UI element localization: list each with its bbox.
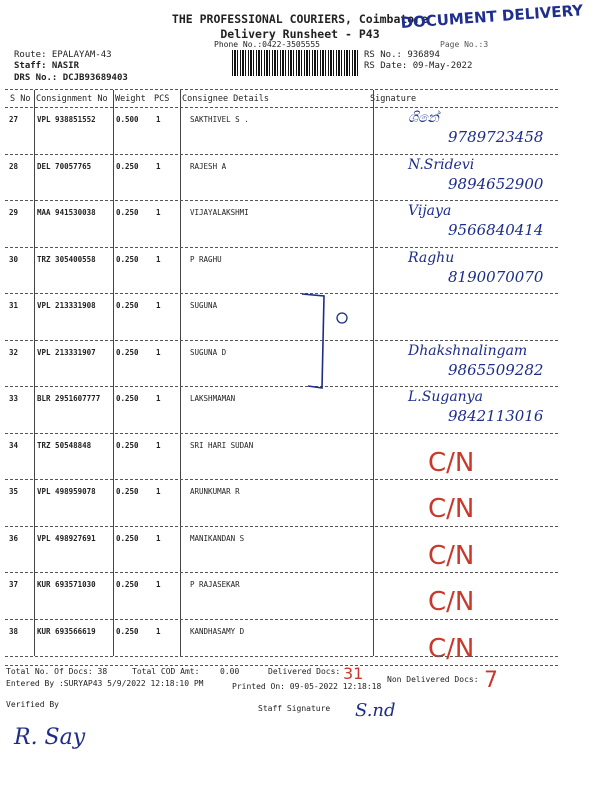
row-signature-phone: 9842113016 (448, 407, 544, 425)
row-weight: 0.250 (116, 626, 139, 636)
delivered-docs-label: Delivered Docs: (268, 667, 341, 676)
row-consignment-no: KUR 693571030 (37, 580, 96, 589)
non-delivered-value: 7 (484, 668, 498, 693)
row-divider (5, 340, 558, 341)
row-consignment-no: KUR 693566619 (37, 626, 96, 636)
row-consignee: P RAJASEKAR (190, 580, 240, 589)
row-divider (5, 479, 558, 480)
row-divider (5, 665, 558, 666)
row-weight: 0.250 (116, 208, 139, 217)
row-consignee: MANIKANDAN S (190, 533, 245, 543)
col-pcs: PCS (154, 94, 170, 104)
staff-signature: S.nd (355, 700, 396, 721)
total-cod-label: Total COD Amt: (132, 667, 200, 676)
row-sno: 38 (9, 626, 19, 636)
row-divider (5, 200, 558, 201)
row-weight: 0.250 (116, 254, 139, 264)
row-signature-cn: C/N (428, 633, 475, 664)
row-consignment-no: VPL 213331908 (37, 301, 96, 310)
rs-number: RS No.: 936894 (364, 50, 440, 60)
row-pcs: 1 (156, 347, 161, 357)
row-pcs: 1 (156, 161, 161, 171)
rs-date: RS Date: 09-May-2022 (364, 61, 473, 71)
printed-on: Printed On: 09-05-2022 12:18:18 (232, 682, 382, 691)
row-pcs: 1 (156, 115, 161, 124)
courier-title: THE PROFESSIONAL COURIERS, Coimbatore (171, 12, 429, 26)
delivered-docs-value: 31 (343, 664, 364, 683)
row-consignment-no: VPL 938851552 (37, 115, 96, 124)
row-sno: 35 (9, 487, 19, 496)
row-consignment-no: TRZ 50548848 (37, 440, 92, 450)
row-signature-name: N.Sridevi (408, 156, 475, 173)
row-sno: 28 (9, 161, 19, 171)
row-consignee: SRI HARI SUDAN (190, 440, 254, 450)
row-divider (5, 293, 558, 294)
entered-by: Entered By :SURYAP43 5/9/2022 12:18:10 PM (6, 679, 204, 688)
row-sno: 31 (9, 301, 19, 310)
row-consignment-no: VPL 498927691 (37, 533, 96, 543)
row-pcs: 1 (156, 626, 161, 636)
row-signature-cn: C/N (428, 587, 475, 617)
row-pcs: 1 (156, 394, 161, 403)
row-consignment-no: VPL 213331907 (37, 347, 96, 357)
row-weight: 0.250 (116, 440, 139, 450)
row-weight: 0.250 (116, 301, 139, 310)
total-cod-value: 0.00 (220, 667, 240, 676)
row-consignment-no: BLR 2951607777 (37, 394, 101, 403)
row-sno: 36 (9, 533, 19, 543)
row-sno: 32 (9, 347, 19, 357)
row-pcs: 1 (156, 208, 161, 217)
total-docs: Total No. Of Docs: 38 (6, 667, 108, 676)
runsheet-title: Delivery Runsheet - P43 (220, 27, 380, 41)
row-divider (5, 154, 558, 155)
verified-by-label: Verified By (6, 700, 59, 709)
row-signature-name: Raghu (408, 249, 455, 266)
row-consignment-no: TRZ 305400558 (37, 254, 96, 264)
row-consignee: SUGUNA D (190, 347, 227, 357)
row-consignee: LAKSHMAMAN (190, 394, 236, 403)
row-signature-cn: C/N (428, 494, 475, 524)
row-weight: 0.250 (116, 161, 139, 171)
drs-number: DRS No.: DCJB93689403 (14, 73, 128, 83)
row-signature-phone: 9566840414 (448, 221, 544, 239)
row-pcs: 1 (156, 533, 161, 543)
row-consignee: KANDHASAMY D (190, 626, 245, 636)
col-sno: S No (10, 94, 31, 104)
row-signature-phone: 9865509282 (448, 360, 544, 379)
row-consignee: RAJESH A (190, 161, 227, 171)
row-divider (5, 619, 558, 620)
row-pcs: 1 (156, 440, 161, 450)
page-number: Page No.:3 (440, 40, 489, 49)
row-signature-phone: 9894652900 (448, 174, 544, 193)
row-sno: 29 (9, 208, 19, 217)
phone-number: Phone No.:0422-3505555 (214, 40, 320, 49)
row-sno: 27 (9, 115, 19, 124)
staff: Staff: NASIR (14, 61, 80, 71)
row-consignment-no: DEL 70057765 (37, 161, 92, 171)
col-consignee: Consignee Details (182, 94, 269, 104)
row-divider (5, 386, 558, 387)
row-weight: 0.250 (116, 533, 139, 543)
row-consignee: ARUNKUMAR R (190, 487, 240, 496)
row-weight: 0.250 (116, 347, 139, 357)
verified-signature: R. Say (14, 725, 86, 750)
non-delivered-label: Non Delivered Docs: (387, 675, 479, 684)
row-signature-phone: 8190070070 (448, 267, 544, 286)
staff-signature-label: Staff Signature (258, 704, 331, 713)
row-pcs: 1 (156, 580, 161, 589)
barcode (232, 50, 360, 76)
row-pcs: 1 (156, 254, 161, 264)
row-signature-cn: C/N (428, 447, 475, 478)
bracket-mark (300, 292, 360, 392)
row-sno: 37 (9, 580, 19, 589)
row-consignment-no: VPL 498959078 (37, 487, 96, 496)
col-consignment: Consignment No (36, 94, 108, 104)
row-consignee: SAKTHIVEL S . (190, 115, 249, 124)
row-consignee: VIJAYALAKSHMI (190, 208, 249, 217)
row-signature-cn: C/N (428, 540, 475, 571)
document-delivery-stamp: DOCUMENT DELIVERY (400, 1, 584, 32)
row-divider (5, 247, 558, 248)
row-sno: 33 (9, 394, 19, 403)
row-signature-name: Dhakshnalingam (408, 342, 528, 359)
row-consignee: P RAGHU (190, 254, 222, 264)
row-divider (5, 433, 558, 434)
row-consignee: SUGUNA (190, 301, 218, 310)
row-consignment-no: MAA 941530038 (37, 208, 96, 217)
row-divider (5, 526, 558, 527)
row-sno: 34 (9, 440, 19, 450)
row-signature-phone: 9789723458 (448, 128, 544, 146)
row-signature-name: Vijaya (408, 203, 452, 219)
row-weight: 0.500 (116, 115, 139, 124)
row-weight: 0.250 (116, 487, 139, 496)
row-weight: 0.250 (116, 394, 139, 403)
col-signature: Signature (370, 94, 417, 104)
row-weight: 0.250 (116, 580, 139, 589)
row-sno: 30 (9, 254, 19, 264)
route: Route: EPALAYAM-43 (14, 50, 112, 60)
row-signature-name: L.Suganya (408, 389, 483, 405)
row-pcs: 1 (156, 487, 161, 496)
row-signature-name: ශිනේ (408, 110, 439, 126)
row-divider (5, 572, 558, 573)
col-weight: Weight (115, 94, 146, 104)
row-pcs: 1 (156, 301, 161, 310)
